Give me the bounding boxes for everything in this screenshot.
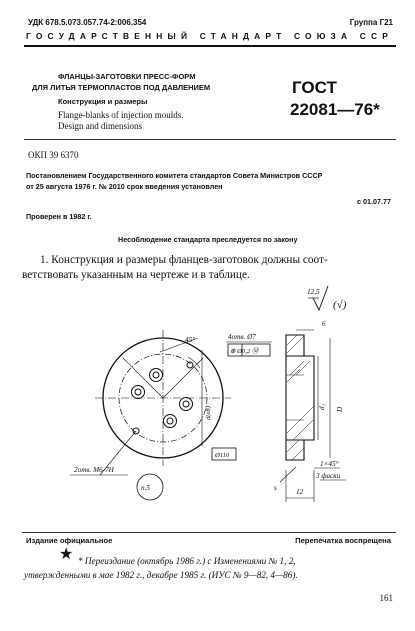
state-standard-heading: ГОСУДАРСТВЕННЫЙ СТАНДАРТ СОЮЗА ССР (26, 31, 394, 41)
roughness-label: 12,5 (307, 288, 320, 296)
side-view (286, 335, 314, 460)
dim-s: s (274, 484, 277, 492)
decree-line-2: от 25 августа 1976 г. № 2010 срок введения установлен (26, 182, 223, 191)
udk-code: УДК 678.5.073.057.74-2:006.354 (28, 18, 147, 27)
okp-code: ОКП 39 6370 (28, 150, 79, 160)
reissue-note-2: утвержденными в мае 1982 г., декабре 1985 г. (ИУС № 9—82, 4—86). (24, 570, 298, 580)
law-notice: Несоблюдение стандарта преследуется по закону (118, 235, 298, 244)
star-icon: ★ (59, 546, 74, 563)
reprint-notice: Перепечатка воспрещена (295, 536, 391, 545)
title-line-2: ДЛЯ ЛИТЬЯ ТЕРМОПЛАСТОВ ПОД ДАВЛЕНИЕМ (32, 83, 211, 92)
page-number: 161 (379, 593, 393, 603)
decree-line-1: Постановлением Государственного комитета стандартов Совета Министров СССР (26, 171, 323, 180)
dim-6: 6 (322, 320, 326, 328)
title-line-1: ФЛАНЦЫ-ЗАГОТОВКИ ПРЕСС-ФОРМ (58, 72, 196, 81)
subtitle-en-1: Flange-blanks of injection moulds. (58, 110, 184, 120)
chamfer-label: 1×45° (320, 460, 339, 468)
dim-d: D (336, 406, 344, 412)
roughness-check: (√) (333, 299, 347, 311)
dim-d2: d₁ (318, 403, 326, 410)
angle-label: 45° (185, 336, 196, 344)
checked-year: Проверен в 1982 г. (26, 212, 92, 221)
gost-label: ГОСТ (292, 78, 337, 97)
position-tolerance: ⊕ Ø0,2 Ⓜ (230, 348, 259, 355)
subtitle-ru: Конструкция и размеры (58, 97, 148, 106)
view-label: п.5 (141, 484, 150, 492)
group-code: Группа Г21 (349, 18, 393, 27)
edition-label: Издание официальное (26, 536, 113, 545)
subtitle-en-2: Design and dimensions (58, 121, 142, 131)
edges-note: 3 фаски (316, 472, 341, 480)
reissue-note-1: * Переиздание (октябрь 1986 г.) с Изменениями № 1, 2, (78, 556, 296, 566)
paragraph-line-2: ветствовать указанным на чертеже и в таблице. (22, 269, 250, 281)
dim-12: 12 (296, 488, 304, 496)
diameter-110: Ø110 (215, 452, 230, 459)
effective-date: с 01.07.77 (357, 197, 391, 206)
hatching (287, 335, 314, 460)
threaded-holes-label: 2отв. М6-7Н (74, 466, 114, 474)
gost-number: 22081—76* (290, 100, 380, 119)
holes-label: 4отв. Ø7 (228, 333, 256, 341)
diameter-d1-label: d(e8) (205, 406, 212, 420)
footer-rule (22, 532, 396, 533)
paragraph-line-1: 1. Конструкция и размеры фланцев-заготовок должны соот- (40, 254, 328, 266)
